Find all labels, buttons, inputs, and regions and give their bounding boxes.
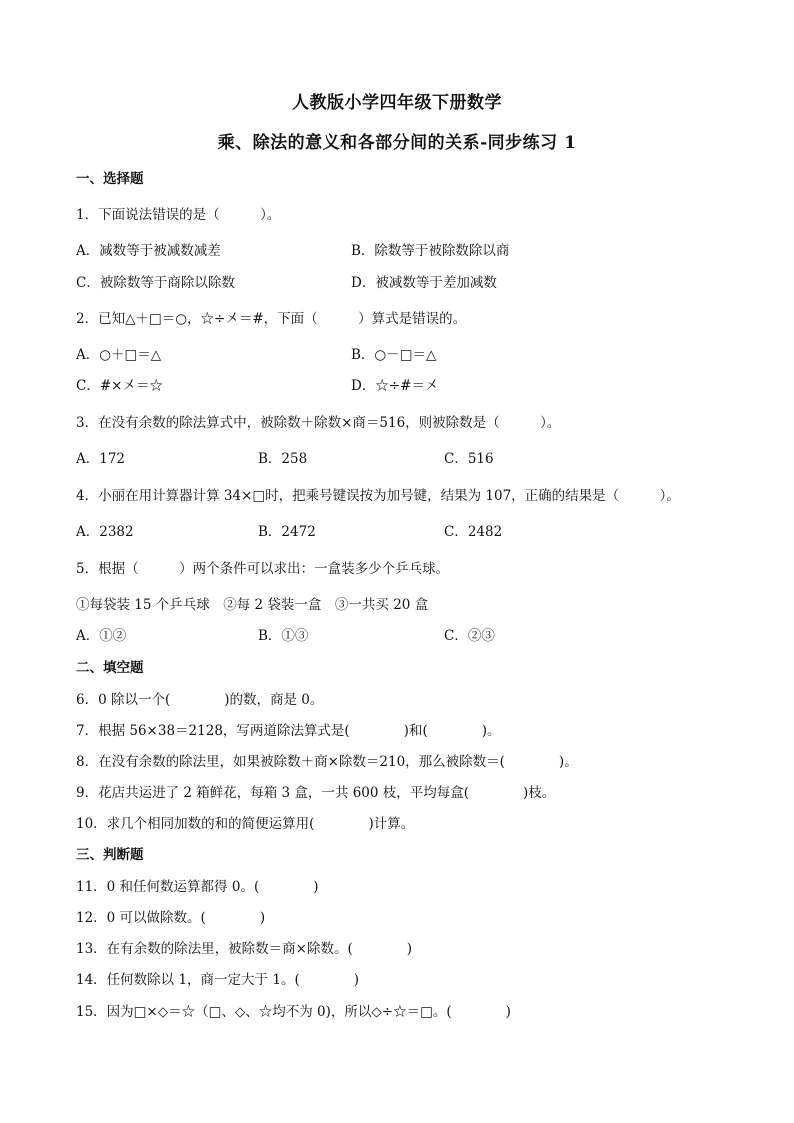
q4-option-c: C．2482 — [444, 524, 503, 540]
worksheet-subtitle: 乘、除法的意义和各部分间的关系-同步练习 1 — [217, 133, 577, 153]
q2-option-c: C．#×㐅＝☆ — [76, 378, 163, 394]
q1-option-b: B．除数等于被除数除以商 — [351, 243, 510, 259]
question-7: 7．根据 56×38＝2128，写两道除法算式是( )和( )。 — [76, 723, 501, 739]
question-11: 11．0 和任何数运算都得 0。( ) — [76, 879, 319, 895]
q5-option-a: A．①② — [76, 628, 127, 644]
question-12: 12．0 可以做除数。( ) — [76, 910, 266, 926]
q5-conditions: ①每袋装 15 个乒乓球 ②每 2 袋装一盒 ③一共买 20 盒 — [76, 597, 429, 613]
q5-option-c: C．②③ — [444, 628, 495, 644]
q2-option-a: A．○＋□＝△ — [76, 347, 162, 363]
question-2: 2．已知△＋□＝○，☆÷㐅＝#，下面（ ）算式是错误的。 — [76, 311, 467, 327]
question-13: 13．在有余数的除法里，被除数＝商×除数。( ) — [76, 941, 413, 957]
q5-option-b: B．①③ — [258, 628, 309, 644]
q1-option-d: D．被减数等于差加减数 — [351, 275, 497, 291]
question-6: 6．0 除以一个( )的数，商是 0。 — [76, 692, 324, 708]
section-heading-choice: 一、选择题 — [76, 171, 144, 187]
question-14: 14．任何数除以 1，商一定大于 1。( ) — [76, 972, 359, 988]
question-5: 5．根据（ ）两个条件可以求出：一盒装多少个乒乓球。 — [76, 561, 450, 577]
section-heading-fill: 二、填空题 — [76, 660, 144, 676]
q3-option-c: C．516 — [444, 451, 494, 467]
q1-option-a: A．减数等于被减数减差 — [76, 243, 221, 259]
q2-option-d: D．☆÷#＝㐅 — [351, 378, 439, 394]
worksheet-title: 人教版小学四年级下册数学 — [292, 93, 502, 113]
question-9: 9．花店共运进了 2 箱鲜花，每箱 3 盒，一共 600 枝，平均每盒( )枝。 — [76, 785, 556, 801]
q3-option-b: B．258 — [258, 451, 308, 467]
q4-option-a: A．2382 — [76, 524, 134, 540]
question-10: 10．求几个相同加数的和的简便运算用( )计算。 — [76, 816, 415, 832]
q4-option-b: B．2472 — [258, 524, 316, 540]
q1-option-c: C．被除数等于商除以除数 — [76, 275, 235, 291]
question-3: 3．在没有余数的除法算式中，被除数＋除数×商＝516，则被除数是（ ）。 — [76, 415, 561, 431]
section-heading-judge: 三、判断题 — [76, 847, 144, 863]
question-4: 4．小丽在用计算器计算 34×□时，把乘号键误按为加号键，结果为 107，正确的结果是（ ）。 — [76, 488, 680, 504]
q3-option-a: A．172 — [76, 451, 126, 467]
question-8: 8．在没有余数的除法里，如果被除数＋商×除数＝210，那么被除数＝( )。 — [76, 754, 578, 770]
question-15: 15．因为□×◇＝☆（□、◇、☆均不为 0)，所以◇÷☆＝□。( ) — [76, 1004, 511, 1020]
question-1: 1．下面说法错误的是（ ）。 — [76, 207, 281, 223]
q2-option-b: B．○－□＝△ — [351, 347, 437, 363]
